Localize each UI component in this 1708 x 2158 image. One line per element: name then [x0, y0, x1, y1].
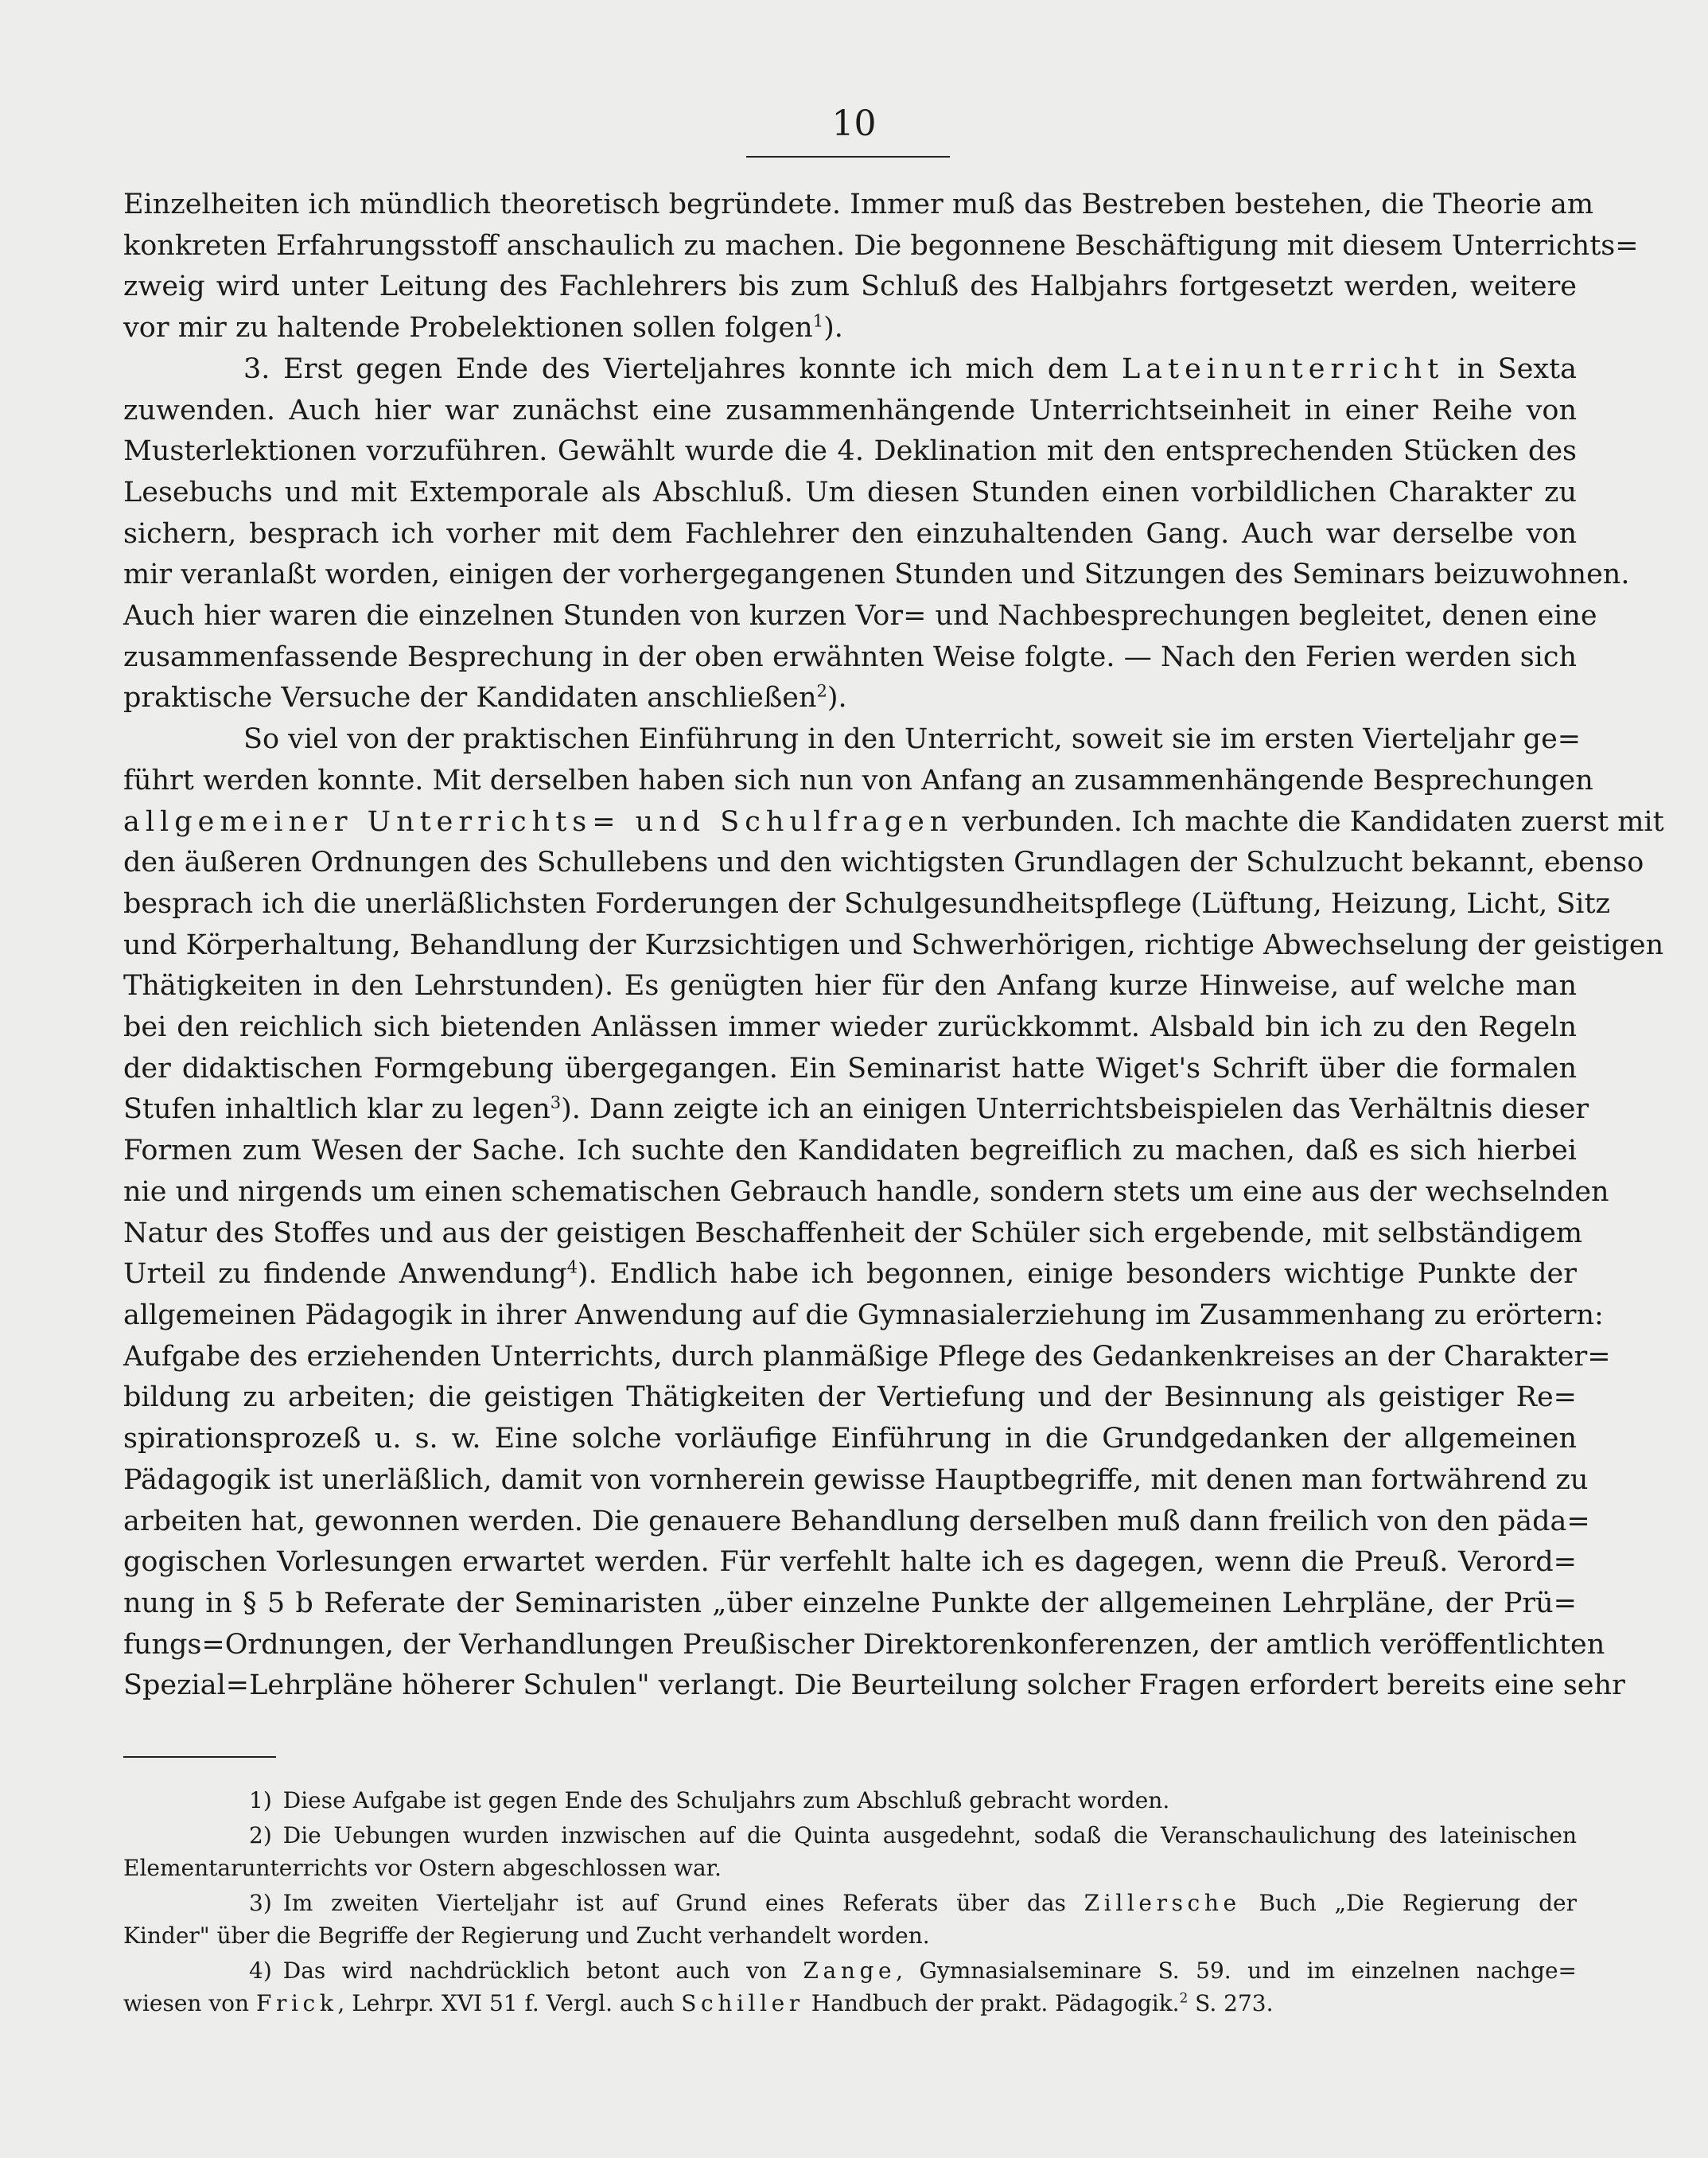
footnote-line: Elementarunterrichts vor Ostern abgeschlossen war.: [123, 1855, 722, 1881]
footnote-ref-1: 1: [812, 311, 824, 331]
text-line: der didaktischen Formgebung übergegangen. Ein Seminarist hatte Wiget's Schrift über die formalen: [123, 1052, 1577, 1085]
text-line: [123, 1254, 1577, 1295]
text-line: nie und nirgends um einen schematischen Gebrauch handle, sondern stets um eine aus der wechselnden: [123, 1175, 1609, 1208]
text-fragment: ).: [823, 312, 843, 345]
text-line: spirationsprozeß u. s. w. Eine solche vorläufige Einführung in die Grundgedanken der allgemeinen: [123, 1423, 1577, 1455]
text-line: nung in § 5 b Referate der Seminaristen „über einzelne Punkte der allgemeinen Lehrpläne, der Prü=: [123, 1587, 1577, 1619]
text-line: allgemeinen Pädagogik in ihrer Anwendung auf die Gymnasialerziehung im Zusammenhang zu erörtern:: [123, 1299, 1604, 1331]
footnote-3: [123, 1887, 1577, 1952]
footnote-2: [123, 1819, 1577, 1884]
footnote-superscript: 2: [1179, 1989, 1189, 2006]
text-line: Musterlektionen vorzuführen. Gewählt wurde die 4. Deklination mit den entsprechenden Stücken des: [123, 435, 1577, 468]
footnote-text: Im zweiten Vierteljahr ist auf Grund eines Referats über das: [282, 1890, 1066, 1916]
footnote-text: Das wird nachdrücklich betont auch von: [282, 1957, 787, 1984]
text-line: bei den reichlich sich bietenden Anlässen immer wieder zurückkommt. Alsbald bin ich zu den Regeln: [123, 1011, 1577, 1044]
text-line: Spezial=Lehrpläne höherer Schulen" verlangt. Die Beurteilung solcher Fragen erfordert bereits eine sehr: [123, 1669, 1625, 1702]
text-line: zweig wird unter Leitung des Fachlehrers bis zum Schluß des Halbjahrs fortgesetzt werden, weitere: [123, 271, 1577, 303]
text-line: den äußeren Ordnungen des Schullebens und den wichtigsten Grundlagen der Schulzucht bekannt, ebenso: [123, 847, 1644, 879]
emphasis-name: Frick: [255, 1990, 338, 2016]
text-line: Pädagogik ist unerläßlich, damit von vornherein gewisse Hauptbegriffe, mit denen man fortwährend zu: [123, 1463, 1589, 1496]
footnote-line: [123, 1784, 1577, 1817]
text-line: Einzelheiten ich mündlich theoretisch begründete. Immer muß das Bestreben bestehen, die Theorie am: [123, 189, 1594, 220]
emphasis-allgemeiner: allgemeiner Unterrichts= und Schulfragen: [123, 805, 954, 838]
text-fragment: Stufen inhaltlich klar zu legen: [123, 1093, 551, 1126]
text-line: sichern, besprach ich vorher mit dem Fachlehrer den einzuhaltenden Gang. Auch war derselbe von: [123, 517, 1577, 550]
text-fragment: Urteil zu findende Anwendung: [123, 1258, 567, 1291]
text-line: So viel von der praktischen Einführung in den Unterricht, soweit sie im ersten Vierteljahr ge=: [243, 723, 1582, 756]
text-line: [123, 678, 1577, 719]
footnote-ref-4: 4: [566, 1257, 578, 1277]
text-fragment: vor mir zu haltende Probelektionen sollen folgen: [123, 312, 813, 345]
footnote-text: wiesen von: [123, 1990, 250, 2016]
emphasis-name: Zange: [803, 1957, 897, 1984]
text-line: zuwenden. Auch hier war zunächst eine zusammenhängende Unterrichtseinheit in einer Reihe von: [123, 394, 1577, 427]
footnote-4: [123, 1954, 1577, 2020]
text-line: gogischen Vorlesungen erwartet werden. Für verfehlt halte ich es dagegen, wenn die Preuß. Verord=: [123, 1546, 1577, 1579]
text-line: [123, 802, 1664, 843]
footnote-text: , Lehrpr. XVI 51 f. Vergl. auch: [337, 1990, 675, 2016]
text-line: und Körperhaltung, Behandlung der Kurzsichtigen und Schwerhörigen, richtige Abwechselung der geistigen: [123, 929, 1664, 961]
page-number-rule: [746, 156, 950, 158]
emphasis-name: Zillersche: [1084, 1890, 1241, 1916]
footnote-text: Buch „Die Regierung der: [1259, 1890, 1577, 1916]
text-line: besprach ich die unerläßlichsten Forderungen der Schulgesundheitspflege (Lüftung, Heizung, Licht, Sitz: [123, 887, 1610, 920]
text-fragment: praktische Versuche der Kandidaten anschließen: [123, 682, 817, 715]
text-line: fungs=Ordnungen, der Verhandlungen Preußischer Direktorenkonferenzen, der amtlich veröffentlichten: [123, 1628, 1605, 1661]
text-line: konkreten Erfahrungsstoff anschaulich zu machen. Die begonnene Beschäftigung mit diesem Unterrichts=: [123, 229, 1639, 262]
text-fragment: ). Endlich habe ich begonnen, einige besonders wichtige Punkte der: [577, 1258, 1577, 1291]
text-line: Thätigkeiten in den Lehrstunden). Es genügten hier für den Anfang kurze Hinweise, auf welche man: [123, 970, 1577, 1003]
text-line: Natur des Stoffes und aus der geistigen Beschaffenheit der Schüler sich ergebende, mit selbständigem: [123, 1217, 1583, 1249]
text-line: zusammenfassende Besprechung in der oben erwähnten Weise folgte. — Nach den Ferien werden sich: [123, 641, 1577, 673]
text-line: [123, 308, 1577, 349]
text-fragment: 3. Erst gegen Ende des Vierteljahres konnte ich mich dem: [243, 353, 1109, 385]
footnote-line: Kinder" über die Begriffe der Regierung und Zucht verhandelt worden.: [123, 1922, 930, 1949]
text-line: mir veranlaßt worden, einigen der vorhergegangenen Stunden und Sitzungen des Seminars beizuwohnen.: [123, 559, 1630, 591]
text-line: [123, 349, 1577, 391]
body-text: [123, 185, 1664, 1707]
footnote-text: Die Uebungen wurden inzwischen auf die Quinta ausgedehnt, sodaß die Veranschaulichung des lateinischen: [282, 1822, 1577, 1848]
footnote-rule: [123, 1756, 276, 1758]
footnotes: [123, 1784, 1577, 2022]
footnote-line: [123, 1887, 1577, 1919]
text-line: Auch hier waren die einzelnen Stunden von kurzen Vor= und Nachbesprechungen begleitet, denen eine: [123, 600, 1597, 633]
footnote-text: S. 273.: [1195, 1990, 1274, 2016]
footnote-line: [123, 1819, 1577, 1852]
footnote-number: 4): [249, 1957, 272, 1984]
footnote-number: 1): [249, 1787, 272, 1813]
text-line: [123, 1089, 1589, 1131]
emphasis-lateinunterricht: Lateinunterricht: [1121, 353, 1445, 385]
footnote-text: , Gymnasialseminare S. 59. und im einzelnen nachge=: [896, 1957, 1577, 1984]
footnote-text: Handbuch der prakt. Pädagogik.: [811, 1990, 1180, 2016]
page-number: 10: [831, 103, 877, 144]
footnote-line: [123, 1954, 1577, 1987]
text-fragment: ).: [827, 682, 847, 715]
text-line: bildung zu arbeiten; die geistigen Thätigkeiten der Vertiefung und der Besinnung als geistiger Re=: [123, 1381, 1577, 1414]
footnote-ref-2: 2: [816, 681, 827, 701]
footnote-line: [123, 1987, 1577, 2020]
footnote-1: [123, 1784, 1577, 1817]
text-line: Aufgabe des erziehenden Unterrichts, durch planmäßige Pflege des Gedankenkreises an der Charakter=: [123, 1340, 1611, 1373]
footnote-number: 2): [249, 1822, 272, 1848]
emphasis-name: Schiller: [681, 1990, 804, 2016]
footnote-ref-3: 3: [550, 1093, 562, 1112]
text-line: Formen zum Wesen der Sache. Ich suchte den Kandidaten begreiflich zu machen, daß es sich hierbei: [123, 1135, 1577, 1167]
text-line: Lesebuchs und mit Extemporale als Abschluß. Um diesen Stunden einen vorbildlichen Charakter zu: [123, 476, 1577, 508]
footnote-text: Diese Aufgabe ist gegen Ende des Schuljahrs zum Abschluß gebracht worden.: [282, 1787, 1170, 1813]
text-fragment: ). Dann zeigte ich an einigen Unterrichtsbeispielen das Verhältnis dieser: [561, 1093, 1589, 1126]
text-line: arbeiten hat, gewonnen werden. Die genauere Behandlung derselben muß dann freilich von den päda=: [123, 1505, 1590, 1537]
text-line: führt werden konnte. Mit derselben haben sich nun von Anfang an zusammenhängende Besprechungen: [123, 764, 1593, 797]
text-fragment: in Sexta: [1444, 353, 1577, 385]
footnote-number: 3): [249, 1890, 272, 1916]
text-fragment: verbunden. Ich machte die Kandidaten zuerst mit: [962, 805, 1664, 838]
